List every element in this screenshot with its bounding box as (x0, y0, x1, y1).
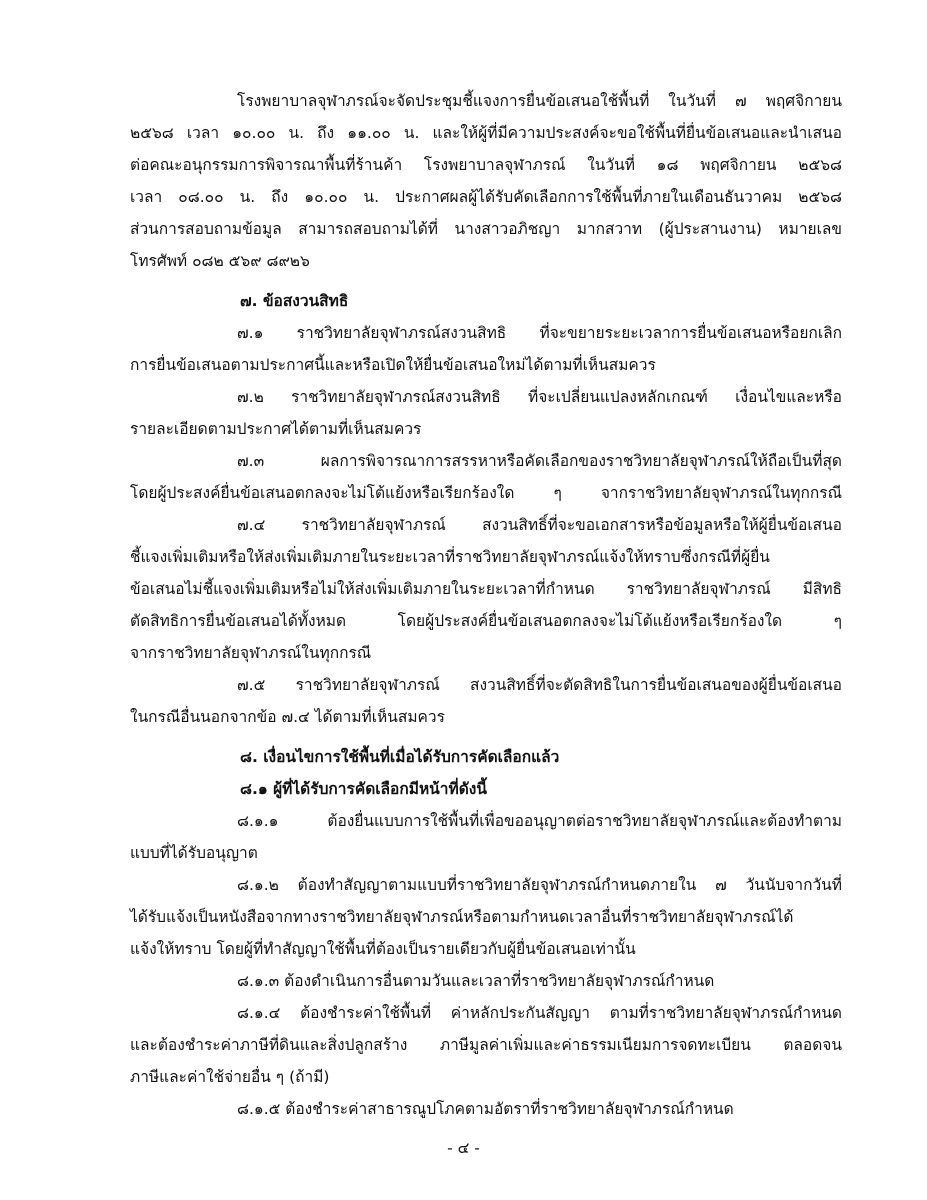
paragraph-line: ข้อเสนอไม่ชี้แจงเพิ่มเติมหรือไม่ให้ส่งเพิ่มเติมภายในระยะเวลาที่กำหนด ราชวิทยาลัยจุฬาภรณ์ มีสิทธิ (130, 580, 842, 598)
paragraph-line: เวลา ๐๘.๐๐ น. ถึง ๑๐.๐๐ น. ประกาศผลผู้ได้รับคัดเลือกการใช้พื้นที่ภายในเดือนธันวาคม ๒๕๖๘ (130, 188, 842, 206)
clause-7-3: ๗.๓ ผลการพิจารณาการสรรหาหรือคัดเลือกของราชวิทยาลัยจุฬาภรณ์ให้ถือเป็นที่สุด (237, 452, 842, 470)
paragraph-line: โดยผู้ประสงค์ยื่นข้อเสนอตกลงจะไม่โต้แย้งหรือเรียกร้องใด ๆ จากราชวิทยาลัยจุฬาภรณ์ในทุกกรณี (130, 484, 842, 502)
paragraph-line: ในกรณีอื่นนอกจากข้อ ๗.๔ ได้ตามที่เห็นสมควร (130, 708, 445, 726)
clause-7-2: ๗.๒ ราชวิทยาลัยจุฬาภรณ์สงวนสิทธิ ที่จะเปลี่ยนแปลงหลักเกณฑ์ เงื่อนไขและหรือ (237, 388, 842, 406)
paragraph-line: รายละเอียดตามประกาศได้ตามที่เห็นสมควร (130, 420, 422, 438)
clause-7-1: ๗.๑ ราชวิทยาลัยจุฬาภรณ์สงวนสิทธิ ที่จะขยายระยะเวลาการยื่นข้อเสนอหรือยกเลิก (237, 324, 842, 342)
paragraph-line: ภาษีและค่าใช้จ่ายอื่น ๆ (ถ้ามี) (130, 1068, 330, 1086)
clause-7-5: ๗.๕ ราชวิทยาลัยจุฬาภรณ์ สงวนสิทธิ์ที่จะตัดสิทธิในการยื่นข้อเสนอของผู้ยื่นข้อเสนอ (237, 676, 842, 694)
clause-8-1-2: ๘.๑.๒ ต้องทำสัญญาตามแบบที่ราชวิทยาลัยจุฬาภรณ์กำหนดภายใน ๗ วันนับจากวันที่ (237, 876, 842, 894)
paragraph-line: และต้องชำระค่าภาษีที่ดินและสิ่งปลูกสร้าง ภาษีมูลค่าเพิ่มและค่าธรรมเนียมการจดทะเบียน ตลอดจน (130, 1036, 842, 1054)
clause-8-1-4: ๘.๑.๔ ต้องชำระค่าใช้พื้นที่ ค่าหลักประกันสัญญา ตามที่ราชวิทยาลัยจุฬาภรณ์กำหนด (237, 1004, 842, 1022)
paragraph-line: ส่วนการสอบถามข้อมูล สามารถสอบถามได้ที่ นางสาวอภิชญา มากสวาท (ผู้ประสานงาน) หมายเลข (130, 220, 842, 238)
section-heading-7: ๗. ข้อสงวนสิทธิ (240, 292, 349, 310)
paragraph-line: ได้รับแจ้งเป็นหนังสือจากทางราชวิทยาลัยจุฬาภรณ์หรือตามกำหนดเวลาอื่นที่ราชวิทยาลัยจุฬาภรณ์ได้ (130, 908, 794, 926)
paragraph-line: แบบที่ได้รับอนุญาต (130, 844, 258, 862)
clause-8-1-3: ๘.๑.๓ ต้องดำเนินการอื่นตามวันและเวลาที่ราชวิทยาลัยจุฬาภรณ์กำหนด (237, 972, 715, 990)
paragraph-line: ตัดสิทธิการยื่นข้อเสนอได้ทั้งหมด โดยผู้ประสงค์ยื่นข้อเสนอตกลงจะไม่โต้แย้งหรือเรียกร้องใด ๆ (130, 612, 842, 630)
paragraph-line: ต่อคณะอนุกรรมการพิจารณาพื้นที่ร้านค้า โรงพยาบาลจุฬาภรณ์ ในวันที่ ๑๘ พฤศจิกายน ๒๕๖๘ (130, 156, 842, 174)
paragraph-line: ๒๕๖๘ เวลา ๑๐.๐๐ น. ถึง ๑๑.๐๐ น. และให้ผู้ที่มีความประสงค์จะขอใช้พื้นที่ยื่นข้อเสนอและนำเสนอ (130, 124, 842, 142)
paragraph-line: จากราชวิทยาลัยจุฬาภรณ์ในทุกกรณี (130, 644, 372, 662)
clause-7-4: ๗.๔ ราชวิทยาลัยจุฬาภรณ์ สงวนสิทธิ์ที่จะขอเอกสารหรือข้อมูลหรือให้ผู้ยื่นข้อเสนอ (237, 516, 842, 534)
paragraph-line: โทรศัพท์ ๐๘๒ ๕๖๙ ๘๙๒๖ (130, 252, 310, 270)
clause-8-1-1: ๘.๑.๑ ต้องยื่นแบบการใช้พื้นที่เพื่อขออนุญาตต่อราชวิทยาลัยจุฬาภรณ์และต้องทำตาม (237, 812, 842, 830)
clause-8-1-5: ๘.๑.๕ ต้องชำระค่าสาธารณูปโภคตามอัตราที่ราชวิทยาลัยจุฬาภรณ์กำหนด (237, 1100, 734, 1118)
paragraph-line: การยื่นข้อเสนอตามประกาศนี้และหรือเปิดให้ยื่นข้อเสนอใหม่ได้ตามที่เห็นสมควร (130, 356, 656, 374)
page-number: - ๔ - (447, 1139, 480, 1157)
paragraph-line: ชี้แจงเพิ่มเติมหรือให้ส่งเพิ่มเติมภายในระยะเวลาที่ราชวิทยาลัยจุฬาภรณ์แจ้งให้ทราบซึ่งกรณีที่ผู้ยื่น (130, 548, 770, 566)
paragraph-line: โรงพยาบาลจุฬาภรณ์จะจัดประชุมชี้แจงการยื่นข้อเสนอใช้พื้นที่ ในวันที่ ๗ พฤศจิกายน (237, 92, 842, 110)
paragraph-line: แจ้งให้ทราบ โดยผู้ที่ทำสัญญาใช้พื้นที่ต้องเป็นรายเดียวกับผู้ยื่นข้อเสนอเท่านั้น (130, 940, 636, 958)
subsection-heading-8-1: ๘.๑ ผู้ที่ได้รับการคัดเลือกมีหน้าที่ดังนี้ (240, 780, 487, 798)
section-heading-8: ๘. เงื่อนไขการใช้พื้นที่เมื่อได้รับการคัดเลือกแล้ว (240, 748, 560, 766)
